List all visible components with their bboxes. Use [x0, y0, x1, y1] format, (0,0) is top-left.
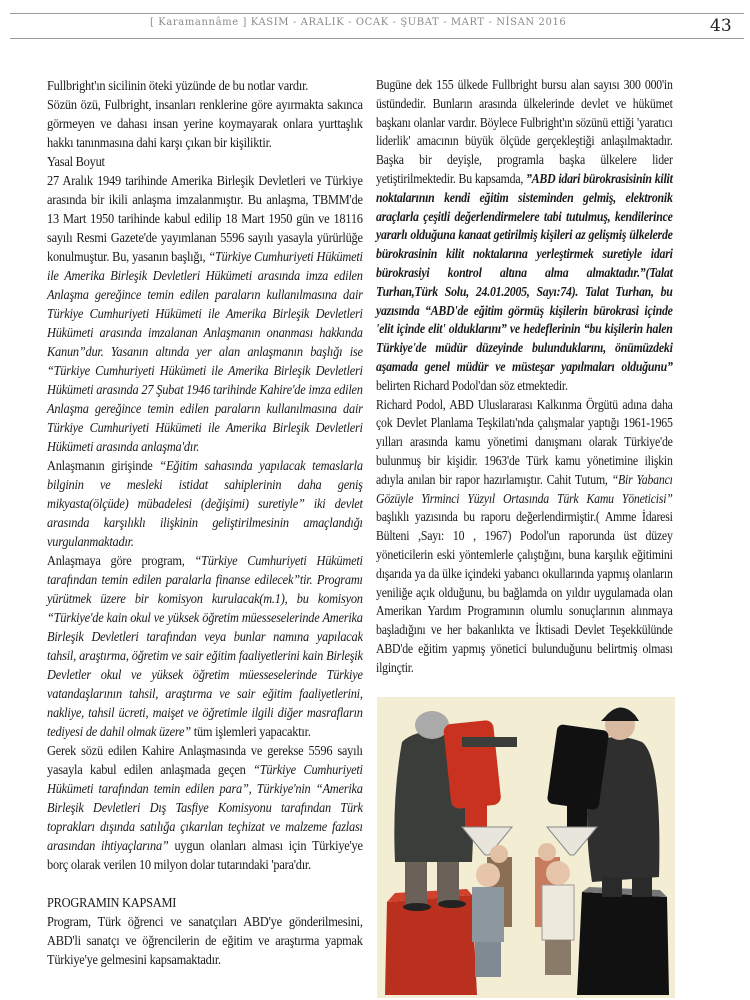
text-run: uygun olanları alması için Türkiye'ye borç olarak verilen 10 milyon dolar tutarındaki 'para'dır. [47, 838, 363, 872]
quoted-text-run: “Türkiye Cumhuriyeti Hükümeti tarafından temin edilen paralarla finanse edilecek”tir. Programı yürütmek üzere bir komisyon kurulacak(m.1), bu komisyon “Türkiye'de kain okul ve yüksek öğretim müesseselerinde Amerika Birleşik Devletleri tarafından veya bunlar namına yapılacak tahsil, araştırma, öğretim ve sair eğitim faaliyetlerini kain Birleşik Devletler okul ve yüksek öğretim müesseselerinde Türkiye vatandaşlarının tahsil, araştırma ve sair eğitim faaliyetlerini, nakliye, tahsil ücreti, maişet ve öğretimle ilgili diğer masrafların tediyesi de dahil olmak üzere” [47, 553, 363, 739]
quoted-text-run: “Eğitim sahasında yapılacak temaslarla bilginin ve mesleki istidat sahiplerinin daha geniş mikyasta(ölçüde) mübadelesi (değişimi) suretiyle” iki devlet arasında karşılıklı ilişkinin geliştirilmesinin amaçlandığı vurgulanmaktadır. [47, 458, 363, 549]
paragraph [47, 95, 363, 152]
running-title: [ Karamannâme ] KASIM - ARALIK - OCAK - ŞUBAT - MART - NİSAN 2016 [150, 17, 567, 28]
red-pedestal [385, 895, 477, 995]
paragraph [47, 551, 363, 741]
text-run: belirten Richard Podol'dan söz etmektedir. [376, 377, 568, 393]
paragraph [376, 76, 673, 396]
left-column [47, 76, 363, 969]
header-rule-top [10, 13, 744, 14]
text-run: 27 Aralık 1949 tarihinde Amerika Birleşik Devletleri ve Türkiye arasında bir ikili anlaşma imzalanmıştır. Bu anlaşma, TBMM'de 13 Mart 1950 tarihinde kabul edilip 18 Mart 1950 gün ve 18116 sayılı Resmi Gazete'de yayımlanan 5596 sayılı yasayla yürürlüğe konulmuştur. Bu, yasanın başlığı, [47, 173, 363, 264]
paragraph [47, 76, 363, 95]
quoted-text-run: “Bir Yabancı Gözüyle Yirminci Yüzyıl Ortasında Türk Kamu Yöneticisi” [376, 471, 673, 506]
paragraph [376, 396, 673, 678]
text-run: Anlaşmanın girişinde [47, 458, 160, 473]
text-run: PROGRAMIN KAPSAMI [47, 895, 177, 910]
text-run: Gerek sözü edilen Kahire Anlaşmasında ve gerekse 5596 sayılı yasayla kabul edilen anlaşmada geçen [47, 743, 363, 777]
right-column [376, 76, 673, 678]
text-run: Anlaşmaya göre program, [47, 553, 195, 568]
text-run: Richard Podol, ABD Uluslararası Kalkınma Örgütü adına daha çok Devlet Planlama Teşkilatı'nda çalışmalar yaptığı 1961-1965 yılları arasında kamu yönetimi danışmanı olarak Türkiye'de bulunmuş bir kişidir. 1963'de Türk kamu yönetimine ilişkin adıyla anılan bir rapor hazırlamıştır. Cahit Tutum, [376, 396, 673, 487]
text-run: tüm işlemleri yapacaktır. [190, 724, 311, 739]
header-rule-bottom [10, 38, 744, 39]
quoted-text-run: “Türkiye Cumhuriyeti Hükümeti tarafından temin edilen para”, Türkiye'nin “Amerika Birleşik Devletleri Dış Tasfiye Komisyonu tarafından Türk toprakları dışında satılığa çıkarılan teçhizat ve malzeme fazlası arasından ihtiyaçlarına” [47, 762, 363, 853]
text-run: Fullbright'ın sicilinin öteki yüzünde de bu notlar vardır. [47, 78, 309, 93]
paragraph [47, 171, 363, 456]
quoted-text-run: “Türkiye Cumhuriyeti Hükümeti ile Amerika Birleşik Devletleri Hükümeti arasında imza edilen Anlaşma gereğince temin edilen paraların kullanılmasına dair Türkiye Cumhuriyeti Hükümeti ile Amerika Birleşik Devletleri Hükümeti arasında imzalanan Anlaşmanın onanması hakkında Kanun”dur. Yasanın altında yer alan anlaşmanın başlığı ise “Türkiye Cumhuriyeti Hükümeti ile Amerika Birleşik Devletleri Hükümeti arasında 27 Şubat 1946 tarihinde Kahire'de imza edilen Anlaşma gereğince temin edilen paraların kullanılmasına dair Türkiye Cumhuriyeti Hükümeti ile Amerika Birleşik Devletleri Hükümeti arasında anlaşma'dır. [47, 249, 363, 454]
black-pedestal [577, 892, 669, 995]
text-run: Program, Türk öğrenci ve sanatçıları ABD'ye gönderilmesini, ABD'li sanatçı ve öğrencilerin de eğitim ve araştırma yapmak Türkiye'ye gelmesini kapsamaktadır. [47, 914, 363, 967]
section-heading [47, 893, 363, 912]
text-run: Bugüne dek 155 ülkede Fullbright bursu alan sayısı 300 000'in üstündedir. Bunların arasında ülkelerinde devlet ve hükümet başkanı olanlar vardır. Böylece Fulbright'ın sözünü ettiği 'yaratıcı liderlik' amacının büyük ölçüde gerçekleştiği anlaşılmaktadır. Başka bir deyişle, programla başka ülkelere lider yetiştirilmektedir. Bu kapsamda, [376, 77, 673, 186]
paragraph [47, 152, 363, 171]
text-run: Yasal Boyut [47, 154, 105, 169]
paragraph [47, 456, 363, 551]
text-run: Sözün özü, Fulbright, insanları renklerine göre ayırmakta sakınca görmeyen ve dahası insan yerine koymayarak onlara yurttaşlık hakkı tanınmasına dahi karşı çıkan bir kişiliktir. [47, 97, 363, 150]
paragraph [47, 912, 363, 969]
page-number: 43 [710, 16, 732, 36]
cartoon-illustration [377, 697, 675, 998]
quoted-text-run: ”ABD idari bürokrasisinin kilit noktalarının kendi eğitim sisteminden gelmiş, elektronik araçlarla çeşitli değerlendirmelere tabi tutulmuş, kendilerince yararlı olduğuna kanaat getirilmiş kişileri az gelişmiş ülkelerde bürokrasinin kilit noktalarına yerleştirmek suretiyle idari bürokrasiyi kontrol altına alma almaktadır.”(Talat Turhan,Türk Solu, 24.01.2005, Sayı:74). Talat Turhan, bu yazısında “ABD'de eğitim görmüş kişilerin bürokrasi içinde 'elit içinde elit' olduklarını” ve hedeflerinin “bu kişilerin halen Türkiye'de müdür düzeyinde bulunduklarını, önümüzdeki aşamada genel müdür ve müsteşar yapılmaları olduğunu” [376, 170, 673, 374]
text-run: başlıklı yazısında bu raporu değerlendirmiştir.( Amme İdaresi Bülteni ,Sayı: 10 , 1967) Podol'un raporunda üst düzey yöneticilerin eski yöntemlerle çalıştığını, buna karşılık eğitimini dışarıda ya da ülke içindeki yabancı okullarında yapmış olanların yeniliğe açık olduğunu, bu bağlamda on yıldır uygulamada olan Amerikan Yardım Programının olumlu sonuçlarının alınmaya başladığını ve her bakanlıkta ve İktisadi Devlet Teşekkülünde ABD'de eğitim yapmış yönetici bulunduğunu belirtmiş olması ilginçtir. [376, 509, 673, 675]
paragraph [47, 741, 363, 874]
